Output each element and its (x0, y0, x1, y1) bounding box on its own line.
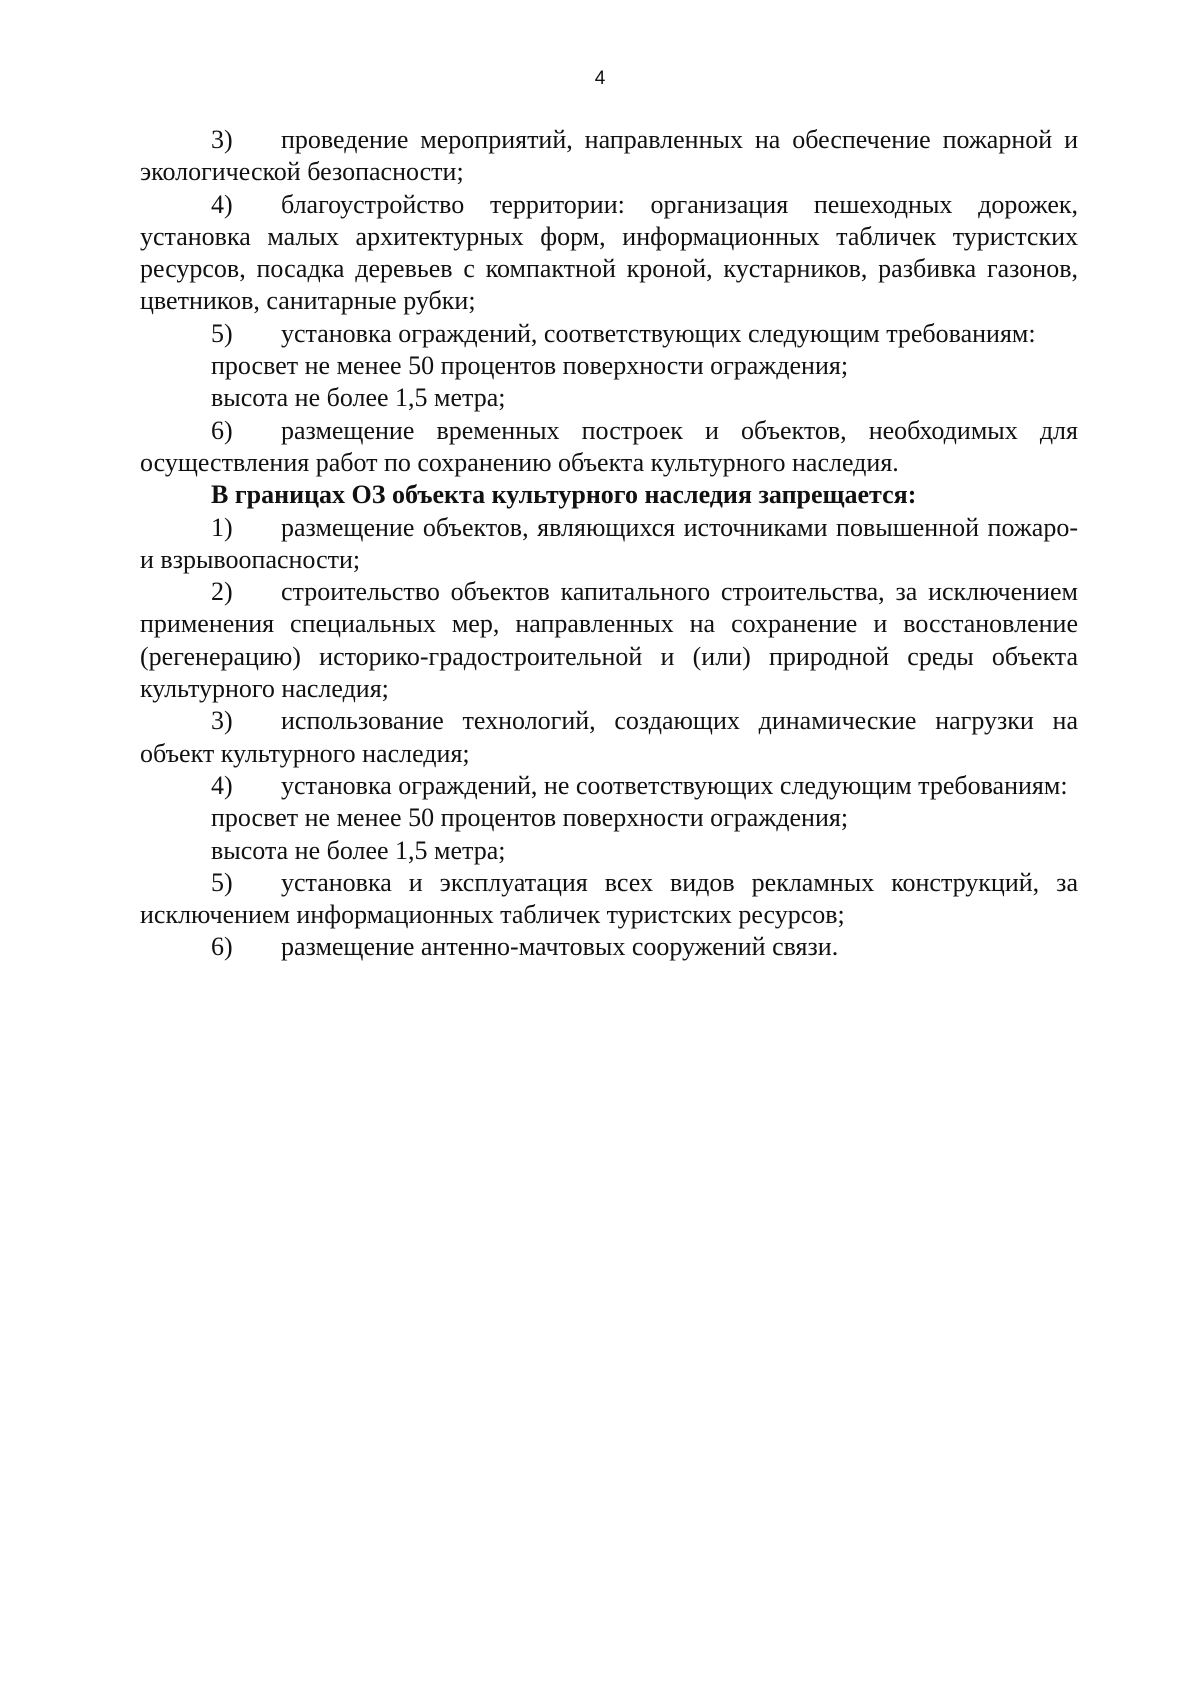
page-number: 4 (594, 68, 606, 89)
item-text: благоустройство территории: организация пешеходных дорожек, установка малых архитектурных форм, информационных табличек туристских ресурсов, посадка деревьев с компактной кроной, кустарников, разбивка газонов, цветников, санитарные рубки; (140, 189, 1078, 316)
item-text: установка ограждений, не соответствующих следующим требованиям: (281, 770, 1068, 800)
prohibited-item-4 (140, 770, 1078, 802)
item-text: размещение объектов, являющихся источниками повышенной пожаро- и взрывоопасности; (140, 512, 1078, 574)
prohibited-item-5 (140, 867, 1078, 932)
item-text: использование технологий, создающих динамические нагрузки на объект культурного наследия; (140, 706, 1078, 768)
item-number: 1) (211, 512, 233, 542)
item-number: 5) (211, 318, 233, 348)
allowed-item-4 (140, 189, 1078, 318)
item-number: 2) (211, 577, 233, 607)
prohibited-heading: В границах ОЗ объекта культурного наследия запрещается: (211, 480, 917, 510)
item-number: 4) (211, 770, 233, 800)
item-number: 3) (211, 125, 233, 154)
item-text: размещение временных построек и объектов, необходимых для осуществления работ по сохранению объекта культурного наследия. (140, 415, 1078, 477)
allowed-item-6 (140, 415, 1078, 480)
item-text: строительство объектов капитального строительства, за исключением применения специальных мер, направленных на сохранение и восстановление (регенерацию) историко-градостроительной и (или) природной среды объекта культурного наследия; (140, 577, 1078, 704)
document-body (140, 124, 1078, 964)
allowed-item-5 (140, 318, 1078, 350)
prohibited-item-3 (140, 705, 1078, 770)
prohibited-item-1 (140, 512, 1078, 577)
item-text: установка ограждений, соответствующих следующим требованиям: (281, 318, 1036, 348)
item-text: размещение антенно-мачтовых сооружений связи. (281, 932, 839, 962)
prohibited-requirement-height: высота не более 1,5 метра; (211, 835, 506, 865)
item-text: проведение мероприятий, направленных на обеспечение пожарной и экологической безопасности; (140, 125, 1078, 187)
item-number: 3) (211, 706, 233, 736)
allowed-requirement-height: высота не более 1,5 метра; (211, 383, 506, 413)
item-text: установка и эксплуатация всех видов рекламных конструкций, за исключением информационных табличек туристских ресурсов; (140, 867, 1078, 930)
item-number: 6) (211, 932, 233, 962)
item-number: 6) (211, 415, 233, 445)
prohibited-item-6 (140, 931, 1078, 963)
allowed-requirement-clearance: просвет не менее 50 процентов поверхности ограждения; (211, 351, 849, 381)
allowed-item-3 (140, 124, 1078, 189)
prohibited-requirement-clearance: просвет не менее 50 процентов поверхности ограждения; (211, 803, 849, 833)
item-number: 4) (211, 189, 233, 219)
prohibited-item-2 (140, 576, 1078, 705)
item-number: 5) (211, 867, 233, 897)
